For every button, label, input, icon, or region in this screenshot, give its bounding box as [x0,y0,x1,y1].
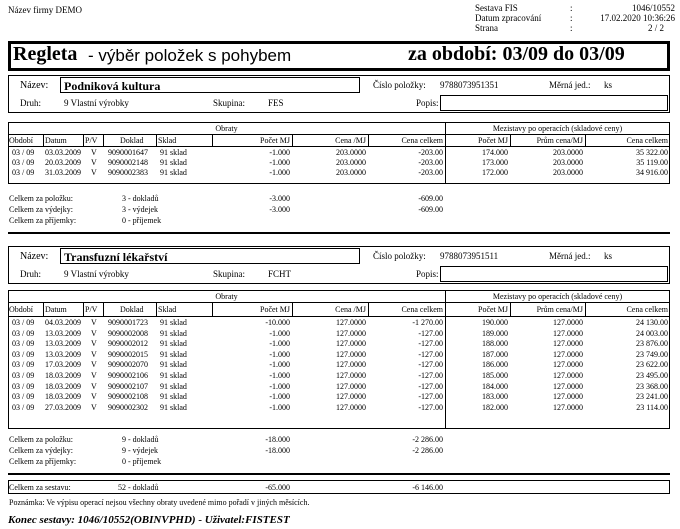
total-doklady: 52 - dokladů [118,483,159,492]
cell-cena-celkem: -127.00 [418,402,443,412]
cell-obdobi: 03 / 09 [12,349,35,359]
label-popis: Popis: [416,98,439,108]
cell-obdobi: 03 / 09 [12,360,35,370]
label-popis: Popis: [416,269,439,279]
cell-prum: 127.0000 [553,349,583,359]
cell-obdobi: 03 / 09 [12,392,35,402]
col-pocet2: Počet MJ [478,305,508,314]
cell-datum: 13.03.2009 [45,339,81,349]
cell-sklad: 91 sklad [160,148,187,157]
cell-cena-celkem: -127.00 [418,349,443,359]
cell-sklad: 91 sklad [160,339,187,349]
cell-datum: 18.03.2009 [45,371,81,380]
cell-obdobi: 03 / 09 [12,371,35,380]
label-skupina: Skupina: [213,269,246,279]
sum-vydejky-cena: -609.00 [418,205,443,214]
cell-pocet2: 189.000 [482,328,508,338]
cell-obdobi: 03 / 09 [12,339,35,349]
col-cena-celkem: Cena celkem [401,136,443,145]
cell-cena-celkem: -203.00 [418,158,443,167]
cell-cena-celkem2: 23 749.00 [636,349,668,359]
cell-pocet2: 182.000 [482,402,508,412]
label-druh: Druh: [20,269,41,279]
cell-sklad: 91 sklad [160,371,187,380]
cell-datum: 04.03.2009 [45,318,81,327]
report-period: za období: 03/09 do 03/09 [408,43,625,65]
sum-cena: -2 286.00 [412,435,443,444]
cell-pocet2: 172.000 [482,168,508,177]
cell-prum: 127.0000 [553,402,583,412]
cell-datum: 27.03.2009 [45,402,81,412]
cell-pocet: -1.000 [269,360,290,370]
cell-prum: 203.0000 [553,158,583,167]
section-obraty: Obraty [215,292,238,301]
report-subtitle: - výběr položek s pohybem [88,46,292,65]
popis-frame [440,266,668,282]
cell-datum: 13.03.2009 [45,328,81,338]
colon: : [570,23,573,33]
col-sklad: Sklad [158,305,177,314]
col-datum: Datum [45,305,67,314]
cell-pocet: -1.000 [269,168,290,177]
strana-label: Strana [475,23,498,33]
note: Poznámka: Ve výpisu operací nejsou všechny obraty uvedené mimo pořadí v jiných měsících. [9,498,310,507]
cell-pocet2: 190.000 [482,318,508,327]
cell-sklad: 91 sklad [160,168,187,177]
cell-doklad: 9090002383 [108,168,148,177]
label-merna: Měrná jed.: [549,80,591,90]
cell-cena-celkem2: 35 322.00 [636,148,668,157]
col-cena-celkem2: Cena celkem [626,136,668,145]
cell-pocet2: 184.000 [482,381,508,391]
cell-cena-mj: 127.0000 [336,360,366,370]
total-pocet: -65.000 [265,483,290,492]
cell-sklad: 91 sklad [160,158,187,167]
sum-prijemky: 0 - příjemek [122,457,162,466]
sum-cena: -609.00 [418,194,443,203]
cell-datum: 18.03.2009 [45,392,81,402]
cell-obdobi: 03 / 09 [12,328,35,338]
cell-cena-celkem2: 24 130.00 [636,318,668,327]
cell-doklad: 9090002302 [108,402,148,412]
sestava-label: Sestava FIS [475,3,518,13]
strana-value: 2 / 2 [647,23,664,33]
cell-doklad: 9090002108 [108,392,148,402]
item-group: FES [268,98,284,108]
label-nazev: Název: [20,251,49,262]
label-celkem-prijemky: Celkem za příjemky: [9,457,77,466]
cell-cena-mj: 127.0000 [336,392,366,402]
col-cena-mj: Cena /MJ [335,305,366,314]
cell-pocet: -1.000 [269,402,290,412]
cell-doklad: 9090002106 [108,371,148,380]
cell-pocet: -1.000 [269,339,290,349]
cell-cena-mj: 127.0000 [336,328,366,338]
cell-datum: 31.03.2009 [45,168,81,177]
cell-pv: V [91,349,97,359]
cell-datum: 03.03.2009 [45,148,81,157]
col-obdobi: Období [9,136,33,145]
cell-sklad: 91 sklad [160,381,187,391]
cell-pocet2: 188.000 [482,339,508,349]
cell-cena-celkem: -127.00 [418,392,443,402]
label-celkem-vydejky: Celkem za výdejky: [9,446,73,455]
cell-prum: 127.0000 [553,371,583,380]
cell-datum: 17.03.2009 [45,360,81,370]
section-mezistavy: Mezistavy po operacích (skladové ceny) [492,292,623,301]
sum-vydejky: 3 - výdejek [122,205,158,214]
label-druh: Druh: [20,98,41,108]
label-cislo: Číslo položky: [373,251,426,261]
cell-pocet2: 183.000 [482,392,508,402]
cell-obdobi: 03 / 09 [12,318,35,327]
cell-prum: 127.0000 [553,328,583,338]
cell-pocet2: 174.000 [482,148,508,157]
sum-prijemky: 0 - příjemek [122,216,162,225]
cell-pv: V [91,158,97,167]
cell-datum: 18.03.2009 [45,381,81,391]
cell-pocet: -1.000 [269,148,290,157]
cell-pocet: -1.000 [269,328,290,338]
cell-doklad: 9090002070 [108,360,148,370]
cell-pv: V [91,381,97,391]
cell-cena-celkem2: 23 876.00 [636,339,668,349]
cell-pv: V [91,318,97,327]
cell-obdobi: 03 / 09 [12,402,35,412]
cell-prum: 203.0000 [553,168,583,177]
cell-pocet2: 173.000 [482,158,508,167]
cell-pocet2: 187.000 [482,349,508,359]
item-unit: ks [604,251,613,261]
cell-pv: V [91,360,97,370]
col-doklad: Doklad [120,305,144,314]
cell-cena-mj: 127.0000 [336,381,366,391]
report-title: Regleta [13,43,78,65]
item-type: 9 Vlastní výrobky [64,98,129,108]
cell-pocet: -1.000 [269,381,290,391]
sum-pocet: -18.000 [265,435,290,444]
col-doklad: Doklad [120,136,144,145]
label-celkem-vydejky: Celkem za výdejky: [9,205,73,214]
item-group: FCHT [268,269,292,279]
cell-sklad: 91 sklad [160,318,187,327]
cell-doklad: 9090002148 [108,158,148,167]
cell-pocet: -1.000 [269,371,290,380]
cell-cena-celkem2: 24 003.00 [636,328,668,338]
cell-cena-celkem: -1 270.00 [412,318,443,327]
cell-cena-mj: 127.0000 [336,349,366,359]
total-cena: -6 146.00 [412,483,443,492]
item-type: 9 Vlastní výrobky [64,269,129,279]
label-skupina: Skupina: [213,98,246,108]
label-celkem-sestavu: Celkem za sestavu: [9,483,71,492]
item-name: Transfuzní lékařství [64,250,168,264]
cell-cena-mj: 127.0000 [336,339,366,349]
cell-cena-celkem2: 34 916.00 [636,168,668,177]
colon: : [570,13,573,23]
cell-cena-mj: 127.0000 [336,402,366,412]
popis-frame [440,95,668,111]
cell-pocet: -10.000 [265,318,290,327]
report-footer: Konec sestavy: 1046/10552(OBINVPHD) - Uživatel:FISTEST [8,514,290,526]
cell-pocet2: 185.000 [482,371,508,380]
cell-cena-mj: 203.0000 [336,158,366,167]
label-celkem-polozku: Celkem za položku: [9,194,73,203]
datum-label: Datum zpracování [475,13,542,23]
cell-sklad: 91 sklad [160,392,187,402]
cell-cena-celkem: -127.00 [418,339,443,349]
section-mezistavy: Mezistavy po operacích (skladové ceny) [492,124,623,133]
cell-prum: 127.0000 [553,318,583,327]
col-prum: Prům cena/MJ [536,136,583,145]
sum-doklady: 9 - dokladů [122,435,159,444]
cell-pv: V [91,168,97,177]
col-cena-celkem: Cena celkem [401,305,443,314]
sum-doklady: 3 - dokladů [122,194,159,203]
cell-cena-celkem2: 23 622.00 [636,360,668,370]
cell-cena-celkem2: 23 241.00 [636,392,668,402]
cell-pv: V [91,371,97,380]
cell-pv: V [91,402,97,412]
sum-vydejky-pocet: -18.000 [265,446,290,455]
item-number: 9788073951351 [440,80,499,90]
col-pocet2: Počet MJ [478,136,508,145]
cell-cena-celkem: -203.00 [418,168,443,177]
cell-doklad: 9090002008 [108,328,148,338]
cell-cena-celkem: -127.00 [418,328,443,338]
cell-obdobi: 03 / 09 [12,148,35,157]
cell-sklad: 91 sklad [160,328,187,338]
cell-cena-mj: 127.0000 [336,318,366,327]
cell-obdobi: 03 / 09 [12,168,35,177]
col-cena-celkem2: Cena celkem [626,305,668,314]
cell-pv: V [91,148,97,157]
company-name: Název firmy DEMO [8,5,82,15]
cell-doklad: 9090001647 [108,148,148,157]
col-pv: P/V [85,305,98,314]
item-number: 9788073951511 [440,251,499,261]
col-obdobi: Období [9,305,33,314]
col-pocet: Počet MJ [260,136,290,145]
datum-value: 17.02.2020 10:36:26 [600,13,675,23]
cell-doklad: 9090002012 [108,339,148,349]
cell-cena-celkem: -127.00 [418,371,443,380]
label-celkem-prijemky: Celkem za příjemky: [9,216,77,225]
sum-pocet: -3.000 [269,194,290,203]
cell-prum: 127.0000 [553,360,583,370]
cell-prum: 203.0000 [553,148,583,157]
col-prum: Prům cena/MJ [536,305,583,314]
cell-pocet2: 186.000 [482,360,508,370]
cell-datum: 13.03.2009 [45,349,81,359]
cell-pv: V [91,328,97,338]
cell-prum: 127.0000 [553,392,583,402]
label-merna: Měrná jed.: [549,251,591,261]
cell-cena-celkem2: 23 114.00 [636,402,668,412]
cell-cena-mj: 203.0000 [336,148,366,157]
cell-doklad: 9090002107 [108,381,148,391]
cell-obdobi: 03 / 09 [12,381,35,391]
cell-pocet: -1.000 [269,349,290,359]
cell-prum: 127.0000 [553,381,583,391]
label-celkem-polozku: Celkem za položku: [9,435,73,444]
item-name: Podniková kultura [64,79,161,93]
cell-cena-mj: 203.0000 [336,168,366,177]
cell-doklad: 9090001723 [108,318,148,327]
cell-prum: 127.0000 [553,339,583,349]
cell-sklad: 91 sklad [160,402,187,412]
label-cislo: Číslo položky: [373,80,426,90]
label-nazev: Název: [20,80,49,91]
cell-cena-celkem2: 23 495.00 [636,371,668,380]
cell-pv: V [91,339,97,349]
cell-cena-mj: 127.0000 [336,371,366,380]
cell-datum: 20.03.2009 [45,158,81,167]
cell-cena-celkem: -127.00 [418,381,443,391]
colon: : [570,3,573,13]
col-pocet: Počet MJ [260,305,290,314]
col-cena-mj: Cena /MJ [335,136,366,145]
item-unit: ks [604,80,613,90]
cell-sklad: 91 sklad [160,349,187,359]
cell-cena-celkem: -127.00 [418,360,443,370]
sum-vydejky-pocet: -3.000 [269,205,290,214]
cell-cena-celkem2: 23 368.00 [636,381,668,391]
cell-pocet: -1.000 [269,158,290,167]
col-datum: Datum [45,136,67,145]
section-obraty: Obraty [215,124,238,133]
cell-cena-celkem2: 35 119.00 [636,158,668,167]
cell-obdobi: 03 / 09 [12,158,35,167]
sestava-value: 1046/10552 [631,3,675,13]
col-sklad: Sklad [158,136,177,145]
cell-pv: V [91,392,97,402]
cell-pocet: -1.000 [269,392,290,402]
cell-sklad: 91 sklad [160,360,187,370]
sum-vydejky: 9 - výdejek [122,446,158,455]
col-pv: P/V [85,136,98,145]
sum-vydejky-cena: -2 286.00 [412,446,443,455]
grand-total-box [8,480,670,494]
cell-doklad: 9090002015 [108,349,148,359]
cell-cena-celkem: -203.00 [418,148,443,157]
